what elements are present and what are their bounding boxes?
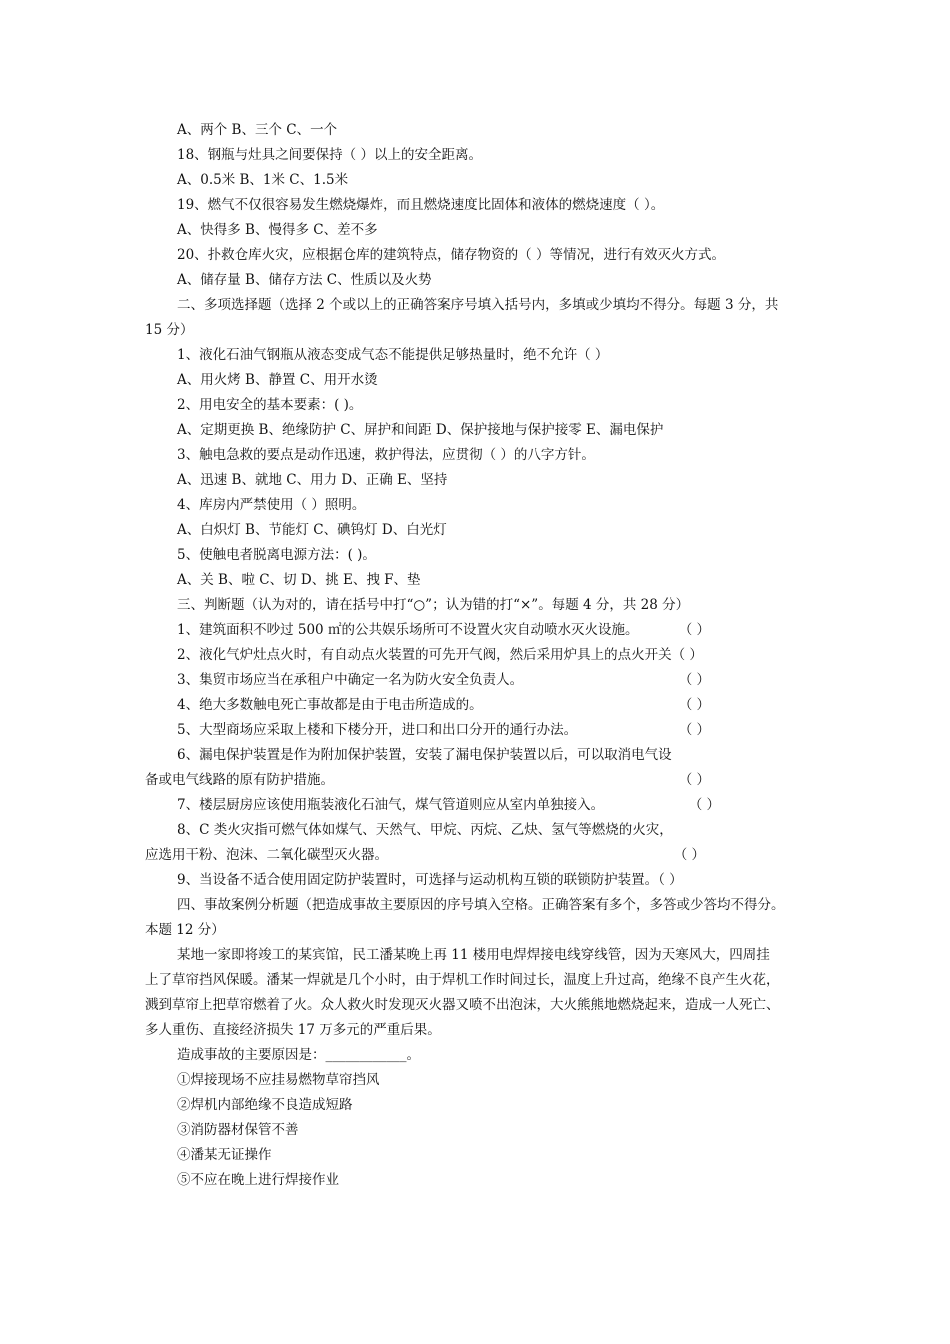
tf-question-text: 5、大型商场应采取上楼和下楼分开，进口和出口分开的通行办法。 — [177, 722, 578, 738]
section-heading-true-false: 三、判断题（认为对的，请在括号中打“○”；认为错的打“×”。每题 4 分，共 28 分） — [177, 597, 690, 613]
case-paragraph-line: 多人重伤、直接经济损失 17 万多元的严重后果。 — [145, 1022, 441, 1038]
answer-paren: （ ） — [678, 672, 710, 688]
main-cause-prompt: 造成事故的主要原因是：____________。 — [177, 1047, 420, 1063]
option-line: A、迅速 B、就地 C、用力 D、正确 E、坚持 — [177, 472, 448, 488]
section-heading-continuation: 本题 12 分） — [145, 922, 225, 938]
cause-option: ①焊接现场不应挂易燃物草帘挡风 — [177, 1072, 380, 1088]
case-paragraph-line: 上了草帘挡风保暖。潘某一焊就是几个小时，由于焊机工作时间过长，温度上升过高，绝缘不良产生火花， — [145, 972, 780, 988]
mc-question-2: 2、用电安全的基本要素：( )。 — [177, 397, 363, 413]
document-content — [145, 118, 815, 1193]
tf-question-9: 9、当设备不适合使用固定防护装置时，可选择与运动机构互锁的联锁防护装置。（ ） — [177, 872, 683, 888]
question-19: 19、燃气不仅很容易发生燃烧爆炸，而且燃烧速度比固体和液体的燃烧速度（ ）。 — [177, 197, 665, 213]
cause-option: ②焊机内部绝缘不良造成短路 — [177, 1097, 353, 1113]
tf-question-3 — [145, 668, 815, 693]
tf-question-text: 2、液化气炉灶点火时，有自动点火装置的可先开气阀，然后采用炉具上的点火开关（ ） — [177, 647, 703, 663]
mc-question-5: 5、使触电者脱离电源方法：( )。 — [177, 547, 376, 563]
tf-question-5 — [145, 718, 815, 743]
section-heading-continuation: 15 分） — [145, 322, 194, 338]
option-line: A、储存量 B、储存方法 C、性质以及火势 — [177, 272, 432, 288]
tf-question-1 — [145, 618, 815, 643]
tf-question-2 — [145, 643, 815, 668]
mc-question-1: 1、液化石油气钢瓶从液态变成气态不能提供足够热量时，绝不允许（ ） — [177, 347, 609, 363]
mc-question-4: 4、库房内严禁使用（ ）照明。 — [177, 497, 366, 513]
tf-question-text: 备或电气线路的原有防护措施。 — [145, 772, 334, 788]
option-line: A、关 B、啦 C、切 D、挑 E、拽 F、垫 — [177, 572, 421, 588]
tf-question-text: 3、集贸市场应当在承租户中确定一名为防火安全负责人。 — [177, 672, 524, 688]
mc-question-3: 3、触电急救的要点是动作迅速，救护得法，应贯彻（ ）的八字方针。 — [177, 447, 595, 463]
cause-option: ④潘某无证操作 — [177, 1147, 272, 1163]
cause-option: ⑤不应在晚上进行焊接作业 — [177, 1172, 339, 1188]
case-paragraph-line: 某地一家即将竣工的某宾馆，民工潘某晚上再 11 楼用电焊焊接电线穿线管，因为天寒风大，四周挂 — [177, 947, 770, 963]
tf-question-6-continuation — [145, 768, 815, 793]
answer-paren: （ ） — [678, 722, 710, 738]
tf-question-7 — [145, 793, 815, 818]
answer-paren: （ ） — [688, 797, 720, 813]
tf-question-8: 8、C 类火灾指可燃气体如煤气、天然气、甲烷、丙烷、乙炔、氢气等燃烧的火灾， — [177, 822, 673, 838]
option-line: A、两个 B、三个 C、一个 — [177, 122, 338, 138]
tf-question-text: 应选用干粉、泡沫、二氧化碳型灭火器。 — [145, 847, 388, 863]
tf-question-8-continuation — [145, 843, 815, 868]
cause-option: ③消防器材保管不善 — [177, 1122, 299, 1138]
question-18: 18、钢瓶与灶具之间要保持（ ）以上的安全距离。 — [177, 147, 482, 163]
case-paragraph-line: 溅到草帘上把草帘燃着了火。众人救火时发现灭火器又喷不出泡沫，大火熊熊地燃烧起来，造成一人死亡、 — [145, 997, 780, 1013]
section-heading-case-analysis: 四、事故案例分析题（把造成事故主要原因的序号填入空格。正确答案有多个，多答或少答均不得分。 — [177, 897, 785, 913]
option-line: A、0.5米 B、1米 C、1.5米 — [177, 172, 349, 188]
answer-paren — [725, 643, 815, 668]
answer-paren: （ ） — [678, 772, 710, 788]
section-heading-multiple-choice: 二、多项选择题（选择 2 个或以上的正确答案序号填入括号内，多填或少填均不得分。每题 3 分，共 — [177, 297, 779, 313]
option-line: A、白炽灯 B、节能灯 C、碘钨灯 D、白光灯 — [177, 522, 447, 538]
tf-question-text: 4、绝大多数触电死亡事故都是由于电击所造成的。 — [177, 697, 483, 713]
option-line: A、快得多 B、慢得多 C、差不多 — [177, 222, 378, 238]
answer-paren: （ ） — [673, 847, 705, 863]
answer-paren: （ ） — [678, 622, 710, 638]
question-20: 20、扑救仓库火灾，应根据仓库的建筑特点，储存物资的（ ）等情况，进行有效灭火方式。 — [177, 247, 725, 263]
option-line: A、用火烤 B、静置 C、用开水烫 — [177, 372, 378, 388]
answer-paren: （ ） — [678, 697, 710, 713]
tf-question-6: 6、漏电保护装置是作为附加保护装置，安装了漏电保护装置以后，可以取消电气设 — [177, 747, 672, 763]
option-line: A、定期更换 B、绝缘防护 C、屏护和间距 D、保护接地与保护接零 E、漏电保护 — [177, 422, 664, 438]
tf-question-4 — [145, 693, 815, 718]
tf-question-text: 1、建筑面积不吵过 500 ㎡的公共娱乐场所可不设置火灾自动喷水灭火设施。 — [177, 622, 639, 638]
tf-question-text: 7、楼层厨房应该使用瓶装液化石油气，煤气管道则应从室内单独接入。 — [177, 797, 605, 813]
